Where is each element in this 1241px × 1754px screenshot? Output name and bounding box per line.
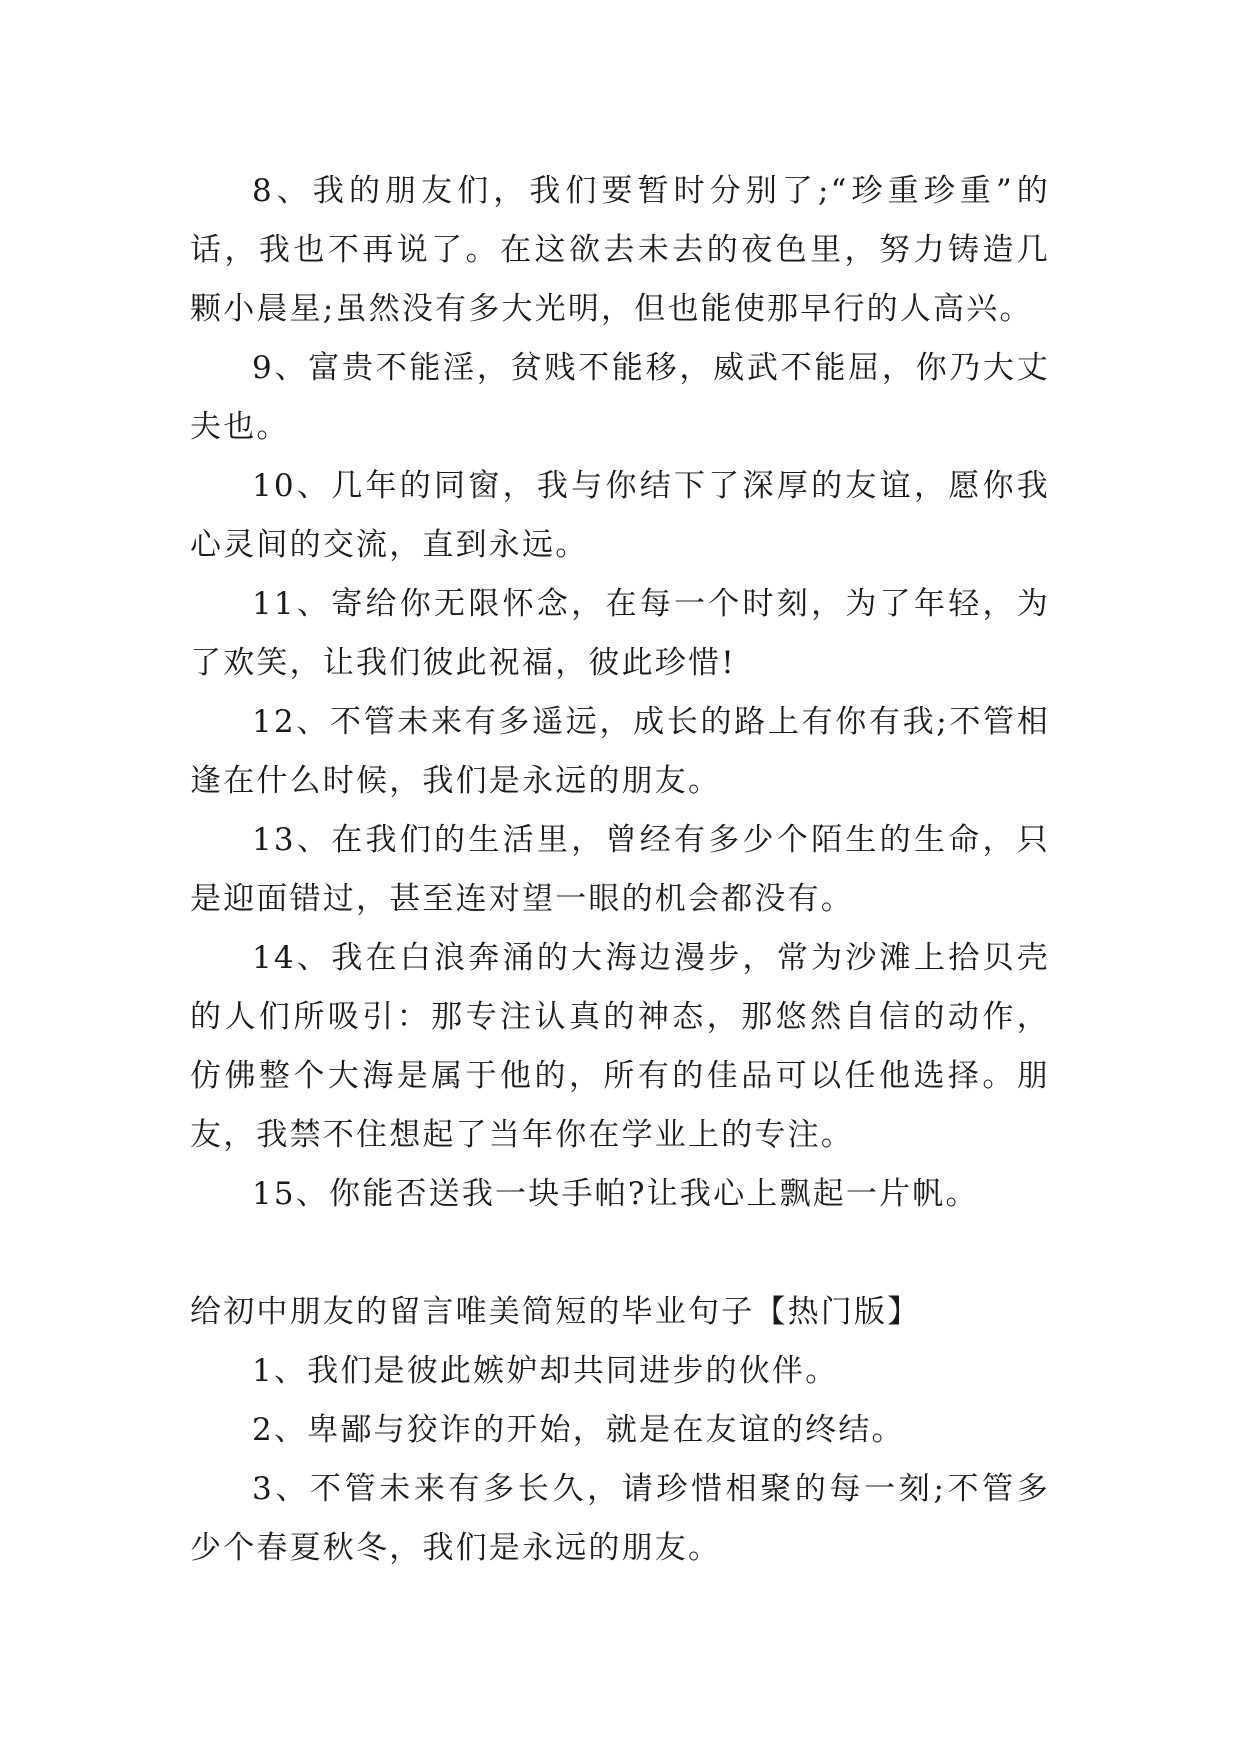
paragraph-14: 14、我在白浪奔涌的大海边漫步，常为沙滩上拾贝壳的人们所吸引：那专注认真的神态，那悠然自信的动作，仿佛整个大海是属于他的，所有的佳品可以任他选择。朋友，我禁不住想起了当年你在学业上的专注。 [190, 940, 1050, 1153]
paragraph-12: 12、不管未来有多遥远，成长的路上有你有我;不管相逢在什么时候，我们是永远的朋友。 [190, 704, 1050, 799]
paragraph-8: 8、我的朋友们，我们要暂时分别了;“珍重珍重”的话，我也不再说了。在这欲去未去的夜色里，努力铸造几颗小晨星;虽然没有多大光明，但也能使那早行的人高兴。 [190, 173, 1050, 327]
paragraph-3: 3、不管未来有多长久，请珍惜相聚的每一刻;不管多少个春夏秋冬，我们是永远的朋友。 [190, 1471, 1050, 1566]
paragraph-1: 1、我们是彼此嫉妒却共同进步的伙伴。 [252, 1353, 839, 1389]
paragraph-13: 13、在我们的生活里，曾经有多少个陌生的生命，只是迎面错过，甚至连对望一眼的机会都没有。 [190, 822, 1050, 917]
document-page [190, 162, 1050, 1578]
paragraph-9: 9、富贵不能淫，贫贱不能移，威武不能屈，你乃大丈夫也。 [190, 350, 1050, 445]
paragraph-15: 15、你能否送我一块手帕?让我心上飘起一片帆。 [252, 1176, 979, 1212]
paragraph-11: 11、寄给你无限怀念，在每一个时刻，为了年轻，为了欢笑，让我们彼此祝福，彼此珍惜! [190, 586, 1050, 681]
paragraph-2: 2、卑鄙与狡诈的开始，就是在友谊的终结。 [252, 1412, 905, 1448]
section-heading: 给初中朋友的留言唯美简短的毕业句子【热门版】 [190, 1294, 921, 1330]
paragraph-10: 10、几年的同窗，我与你结下了深厚的友谊，愿你我心灵间的交流，直到永远。 [190, 468, 1050, 563]
